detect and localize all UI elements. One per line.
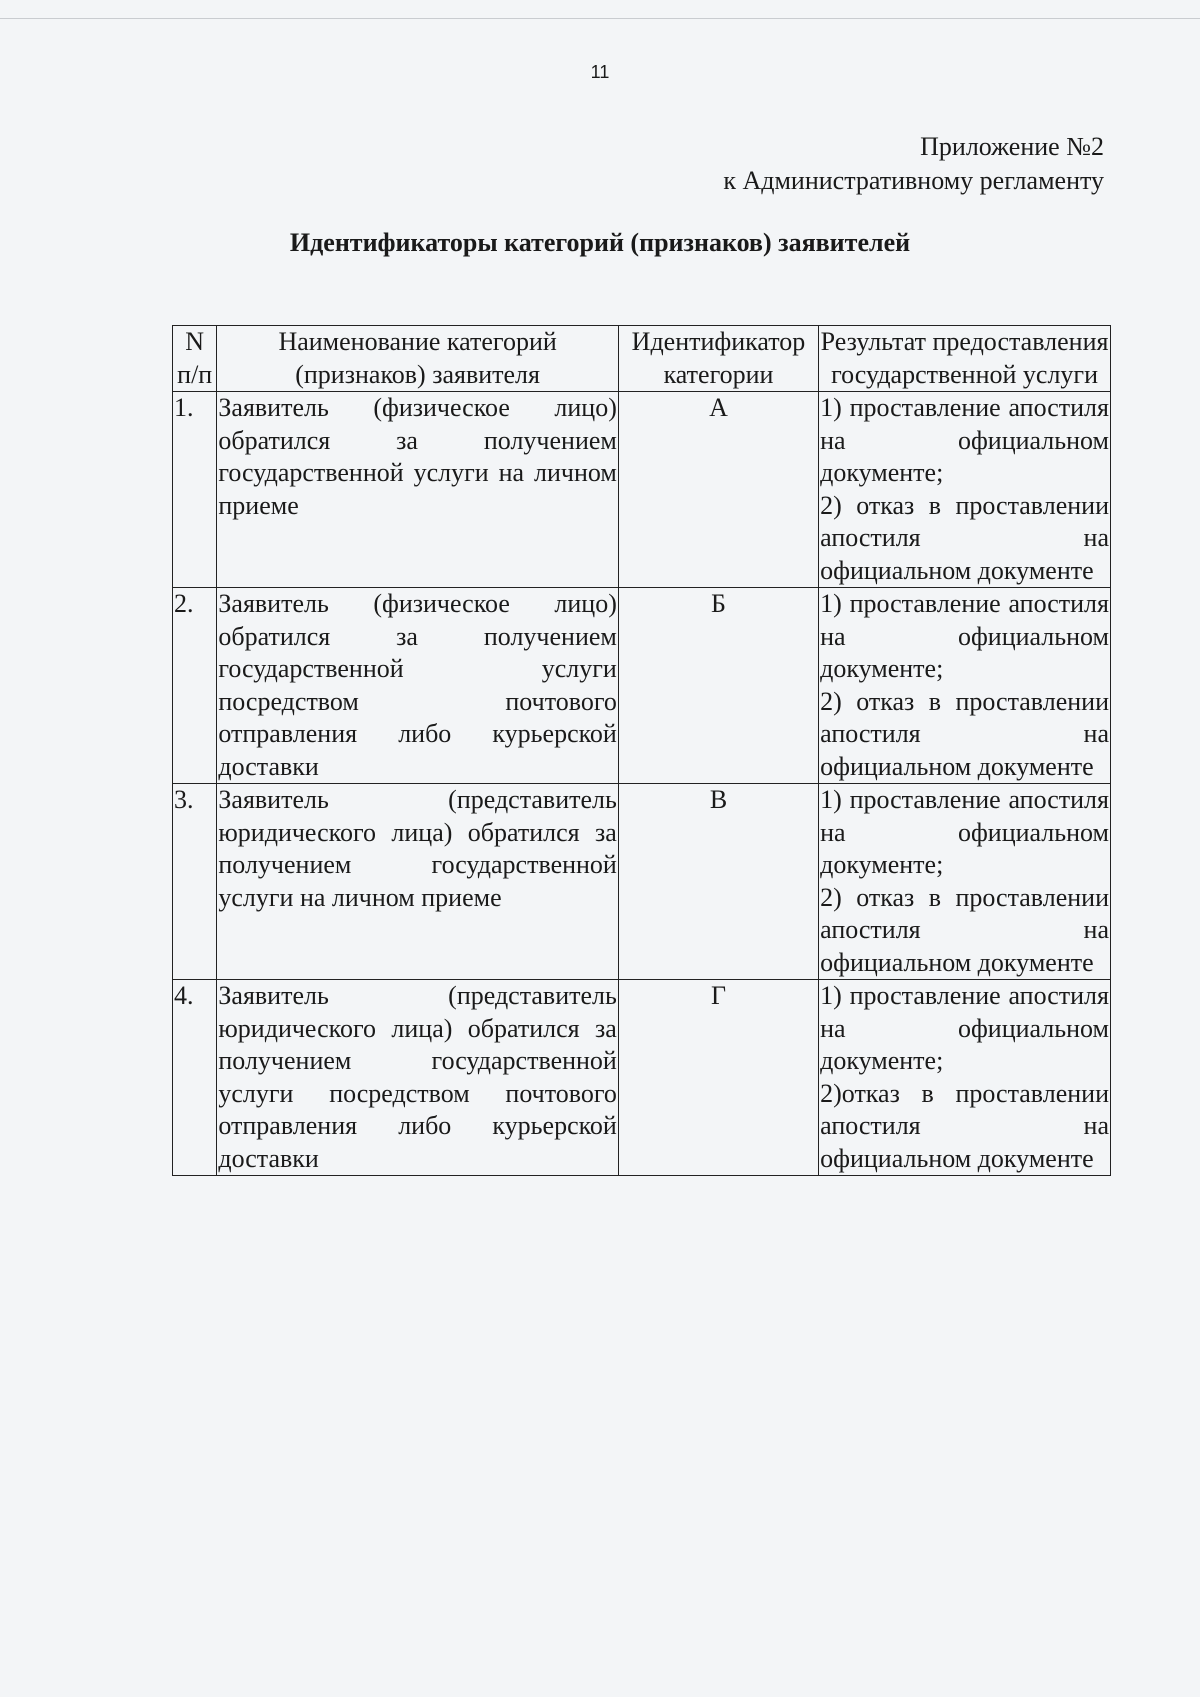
document-title: Идентификаторы категорий (признаков) заявителей (289, 228, 911, 257)
result-option-1: 1) проставление апостиля на официальном документе; (820, 589, 1109, 683)
appendix-line-2: к Административному регламенту (723, 166, 1104, 195)
row-category-id: Б (618, 588, 818, 784)
row-result (819, 980, 1111, 1176)
result-option-2: 2) отказ в проставлении апостиля на официальном документе (820, 686, 1109, 781)
header-result: Результат предоставления государственной услуги (819, 326, 1111, 392)
row-category-id: Г (618, 980, 818, 1176)
header-name: Наименование категорий (признаков) заявителя (217, 326, 618, 392)
page-number: 11 (590, 62, 610, 82)
row-category-id: А (618, 392, 818, 588)
header-num: N п/п (173, 326, 217, 392)
result-option-2: 2)отказ в проставлении апостиля на официальном документе (820, 1078, 1109, 1173)
table-row (173, 588, 1111, 784)
row-result (819, 392, 1111, 588)
result-option-2: 2) отказ в проставлении апостиля на официальном документе (820, 882, 1109, 977)
row-num: 3. (173, 784, 217, 980)
result-option-1: 1) проставление апостиля на официальном документе; (820, 785, 1109, 879)
result-option-2: 2) отказ в проставлении апостиля на официальном документе (820, 490, 1109, 585)
row-result (819, 588, 1111, 784)
table-header-row (173, 326, 1111, 392)
row-num: 1. (173, 392, 217, 588)
row-category-id: В (618, 784, 818, 980)
row-num: 4. (173, 980, 217, 1176)
appendix-header (723, 130, 1104, 198)
scan-edge-line (0, 18, 1200, 19)
result-option-1: 1) проставление апостиля на официальном документе; (820, 393, 1109, 487)
row-category-name: Заявитель (представитель юридического лица) обратился за получением государственной услуги посредством почтового отправления либо курьерской доставки (217, 980, 618, 1176)
table-row (173, 980, 1111, 1176)
categories-table (172, 325, 1111, 1176)
row-num: 2. (173, 588, 217, 784)
appendix-line-1: Приложение №2 (920, 132, 1104, 161)
table-row (173, 784, 1111, 980)
header-id: Идентификатор категории (618, 326, 818, 392)
row-category-name: Заявитель (представитель юридического лица) обратился за получением государственной услуги на личном приеме (217, 784, 618, 980)
result-option-1: 1) проставление апостиля на официальном документе; (820, 981, 1109, 1075)
row-category-name: Заявитель (физическое лицо) обратился за получением государственной услуги на личном приеме (217, 392, 618, 588)
row-result (819, 784, 1111, 980)
table-row (173, 392, 1111, 588)
row-category-name: Заявитель (физическое лицо) обратился за получением государственной услуги посредством почтового отправления либо курьерской доставки (217, 588, 618, 784)
